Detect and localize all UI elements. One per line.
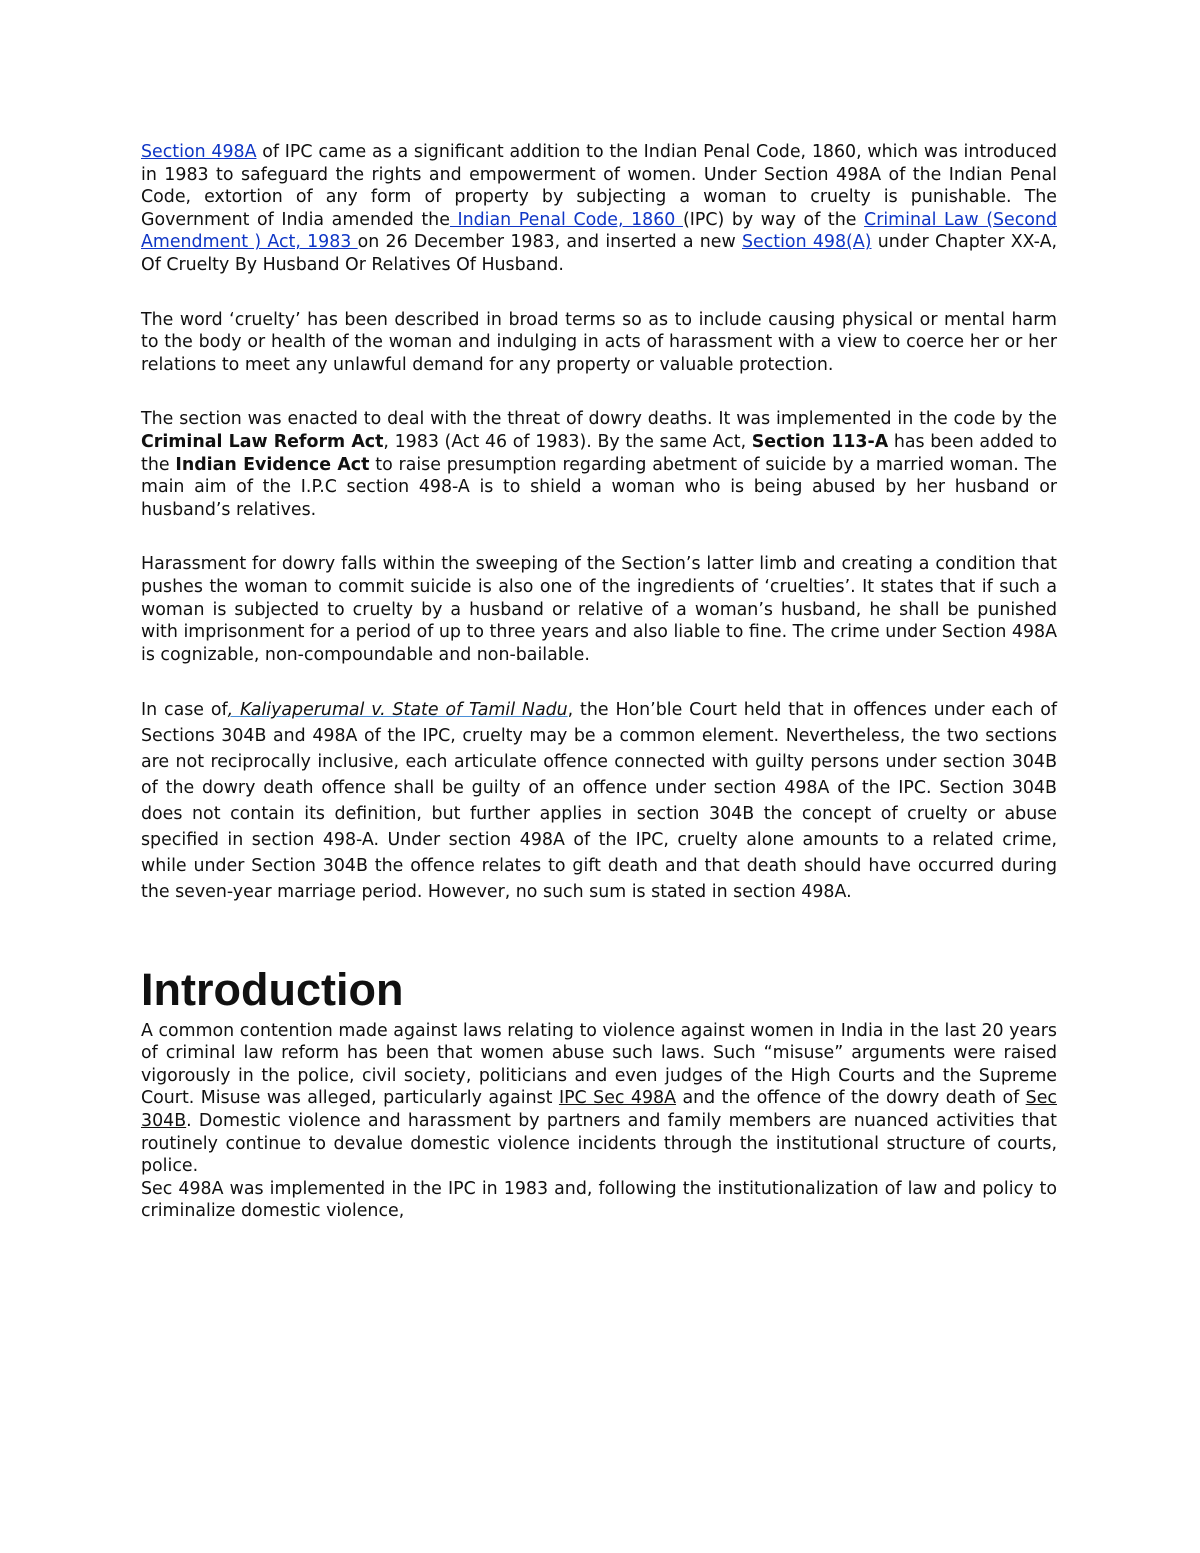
text-run: . Domestic violence and harassment by partners and family members are nuanced activities that routinely continue to devalue domestic violence incidents through the institutional structure of courts, police. bbox=[141, 1110, 1057, 1177]
text-run: In case of bbox=[141, 700, 228, 721]
underlined-sec-304b: Sec 304B bbox=[141, 1088, 1057, 1131]
paragraph-dowry-harassment: Harassment for dowry falls within the sweeping of the Section’s latter limb and creating a condition that pushes the woman to commit suicide is also one of the ingredients of ‘cruelties’. It states that if such a woman is subjected to cruelty by a husband or relative of a woman’s husband, he shall be punished with imprisonment for a period of up to three years and also liable to fine. The crime under Section 498A is cognizable, non-compoundable and non-bailable. bbox=[141, 554, 1057, 665]
bold-section-113a: Section 113-A bbox=[751, 431, 889, 452]
bold-criminal-law-reform-act: Criminal Law Reform Act bbox=[141, 431, 384, 452]
text-run: A common contention made against laws relating to violence against women in India in the last 20 years of criminal law reform has been that women abuse such laws. Such “misuse” arguments were raised vigorously in the police, civil society, politicians and even judges of the High Courts and the Supreme Court. Misuse was alleged, particularly against bbox=[141, 1020, 1057, 1109]
text-run: The section was enacted to deal with the threat of dowry deaths. It was implemented in the code by the bbox=[141, 409, 1057, 430]
paragraph-case-law bbox=[141, 698, 1057, 905]
link-section-498a[interactable]: Section 498A bbox=[141, 142, 257, 162]
text-run: to raise presumption regarding abetment of suicide by a married woman. The main aim of the I.P.C section 498-A is to shield a woman who is being abused by her husband or husband’s relatives. bbox=[141, 454, 1057, 520]
link-section-498-a[interactable]: Section 498(A) bbox=[741, 232, 872, 253]
text-run: on 26 December 1983, and inserted a new bbox=[357, 232, 742, 253]
paragraph-introduction-continued: Sec 498A was implemented in the IPC in 1983 and, following the institutionalization of law and policy to criminalize domestic violence, bbox=[141, 1178, 1057, 1222]
paragraph-enactment bbox=[141, 408, 1057, 521]
link-indian-penal-code[interactable]: Indian Penal Code, 1860 bbox=[449, 209, 683, 230]
underlined-ipc-sec-498a: IPC Sec 498A bbox=[558, 1088, 677, 1109]
text-run: , 1983 (Act 46 of 1983). By the same Act, bbox=[383, 431, 752, 452]
text-run: and the offence of the dowry death of bbox=[676, 1088, 1026, 1109]
text-run: (IPC) by way of the bbox=[682, 209, 865, 230]
link-kaliyaperumal-case[interactable]: , Kaliyaperumal v. State of Tamil Nadu bbox=[227, 700, 568, 721]
paragraph-introduction bbox=[141, 1020, 1057, 1178]
text-run: has been added to the bbox=[141, 431, 1058, 475]
heading-introduction: Introduction bbox=[141, 963, 404, 1015]
document-page bbox=[141, 141, 1057, 1223]
link-criminal-law-amendment-act[interactable]: Criminal Law (Second Amendment ) Act, 1983 bbox=[141, 209, 1057, 253]
text-run: under Chapter XX-A, Of Cruelty By Husband Or Relatives Of Husband. bbox=[141, 232, 1057, 275]
text-run: , the Hon’ble Court held that in offences under each of Sections 304B and 498A of the IPC, cruelty may be a common element. Nevertheless, the two sections are not reciprocally inclusive, each articulate offence connected with guilty persons under section 304B of the dowry death offence shall be guilty of an offence under section 498A of the IPC. Section 304B does not contain its definition, but further applies in section 304B the concept of cruelty or abuse specified in section 498-A. Under section 498A of the IPC, cruelty alone amounts to a related crime, while under Section 304B the offence relates to gift death and that death should have occurred during the seven-year marriage period. However, no such sum is stated in section 498A. bbox=[141, 700, 1057, 902]
paragraph-cruelty-definition: The word ‘cruelty’ has been described in broad terms so as to include causing physical or mental harm to the body or health of the woman and indulging in acts of harassment with a view to coerce her or her relations to meet any unlawful demand for any property or valuable protection. bbox=[141, 309, 1057, 375]
bold-indian-evidence-act: Indian Evidence Act bbox=[175, 454, 370, 475]
text-run: of IPC came as a significant addition to the Indian Penal Code, 1860, which was introduced in 1983 to safeguard the rights and empowerment of women. Under Section 498A of the Indian Penal Code, extortion of any form of property by subjecting a woman to cruelty is punishable. The Government of India amended the bbox=[141, 142, 1057, 230]
paragraph-section-498a-intro bbox=[141, 141, 1057, 277]
